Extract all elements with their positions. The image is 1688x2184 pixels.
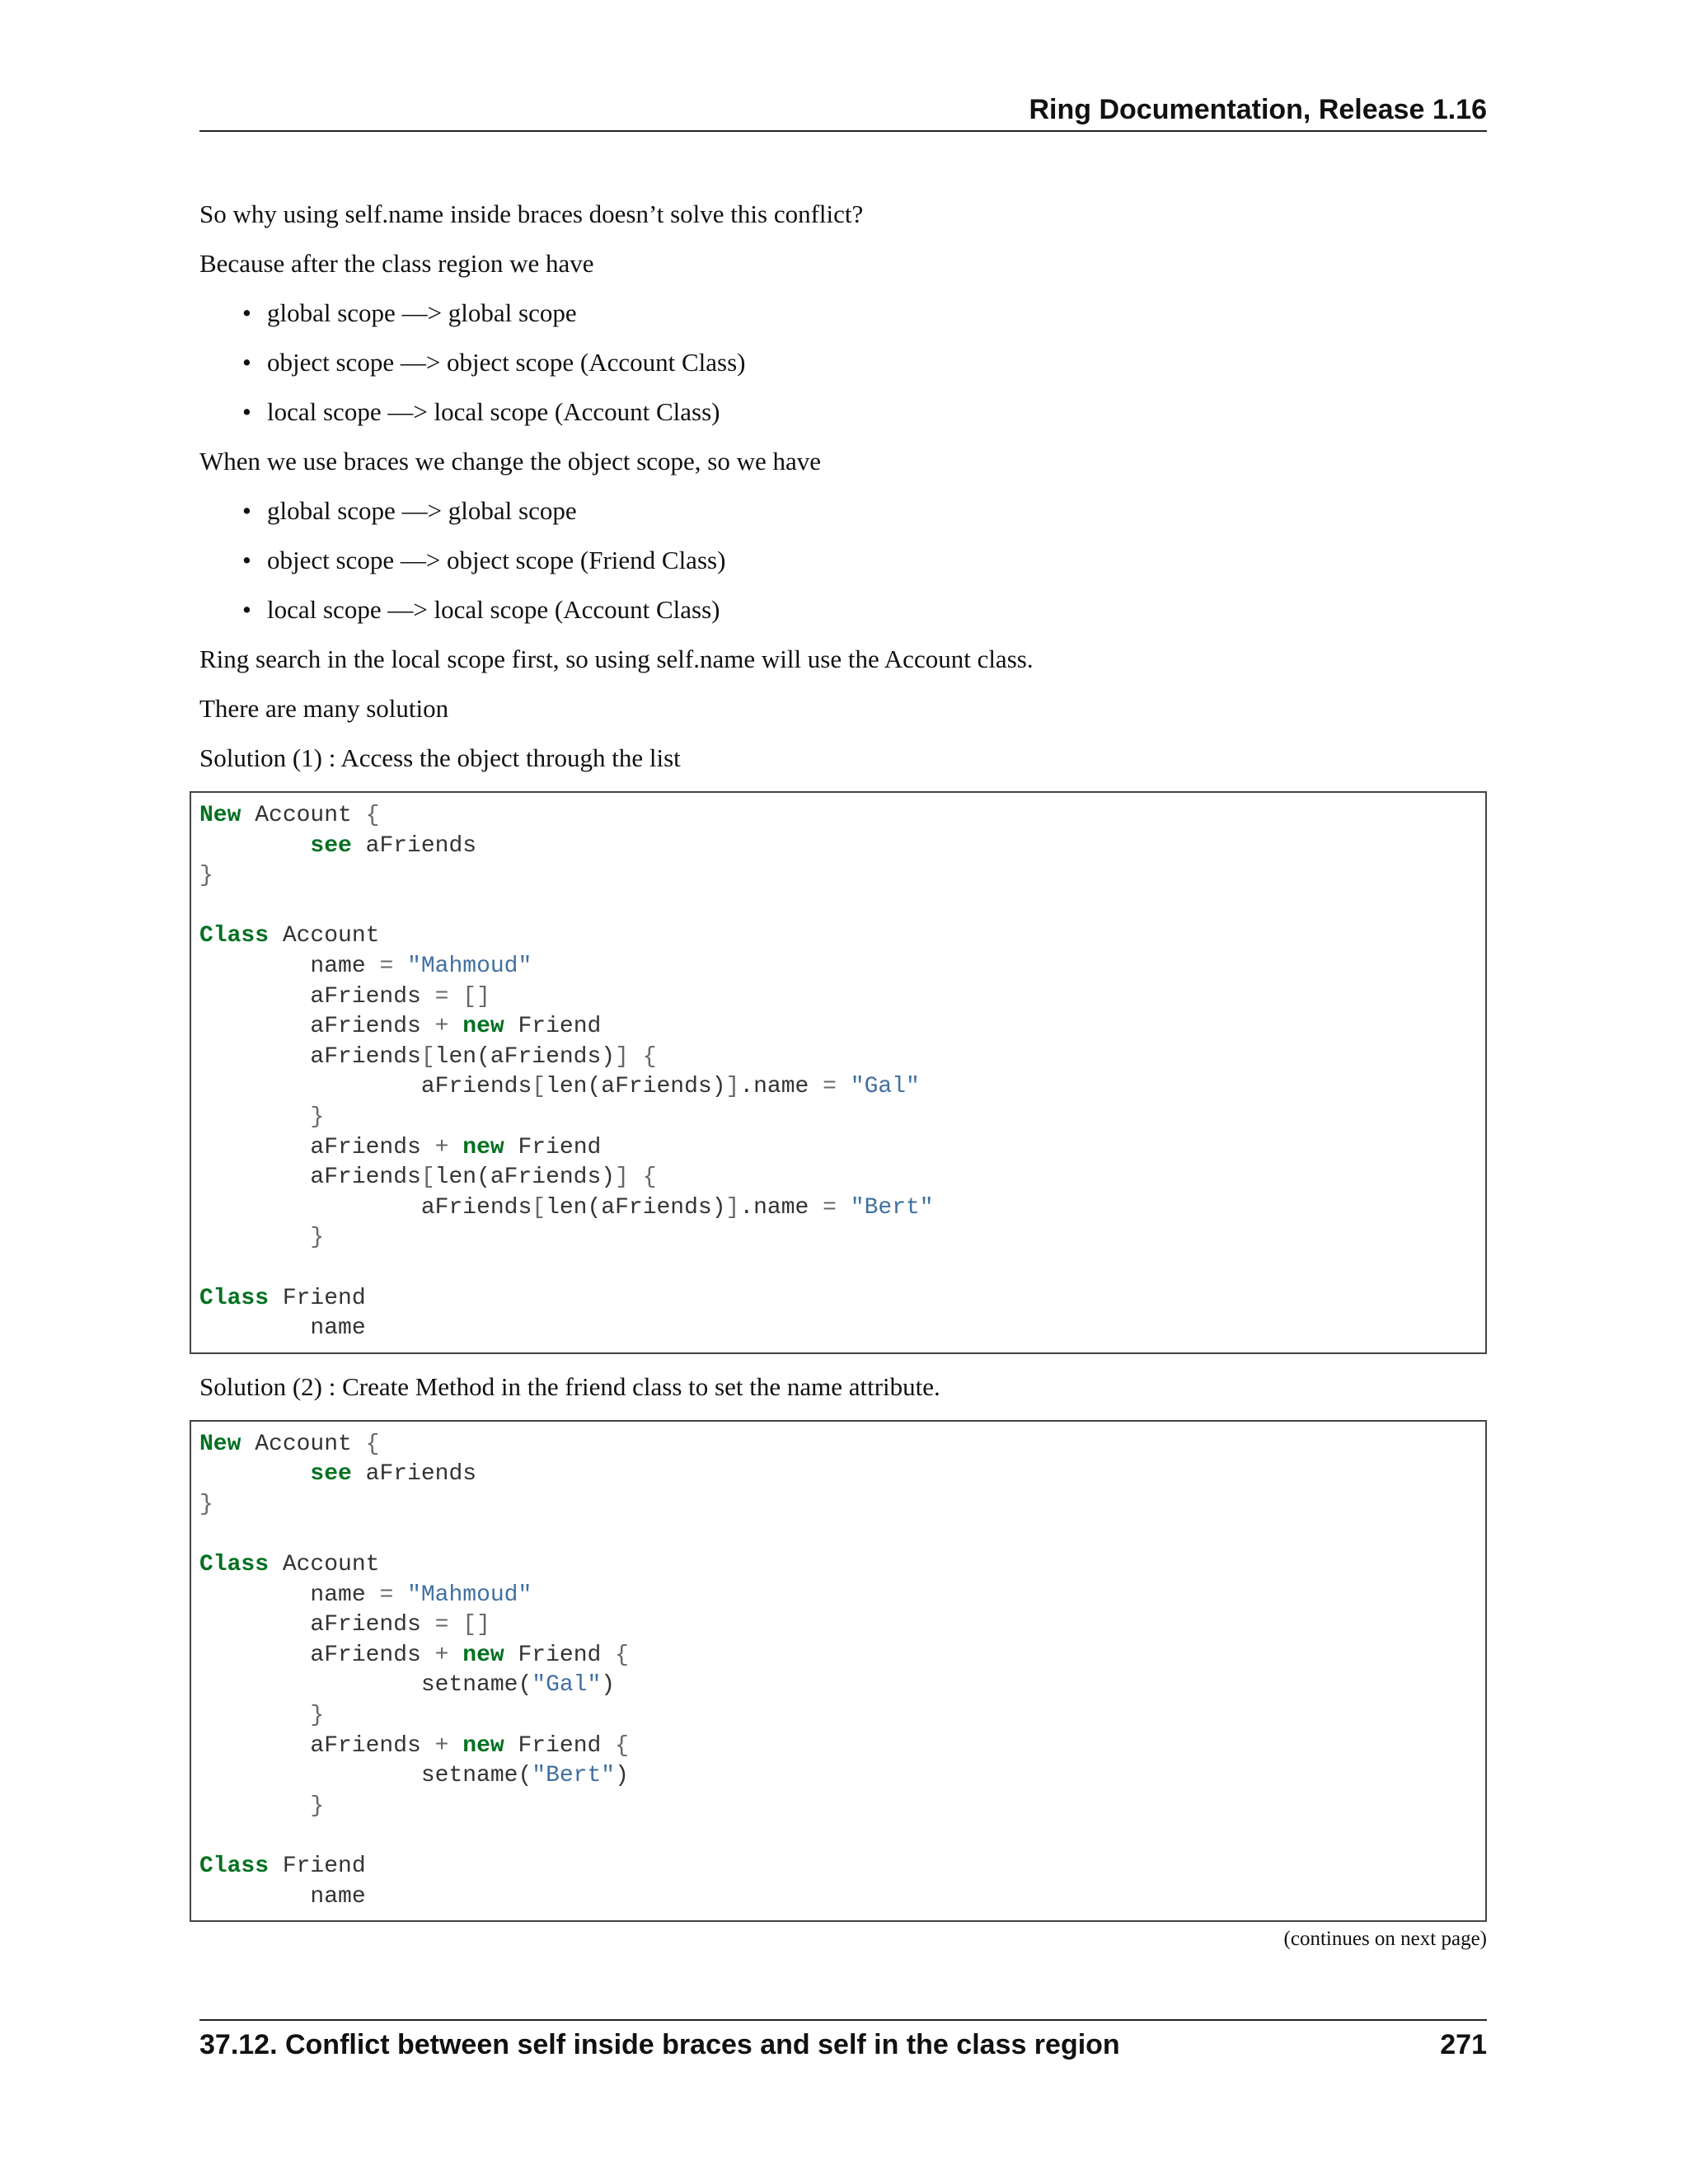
paragraph-question: So why using self.name inside braces doesn’t solve this conflict? bbox=[199, 199, 864, 228]
code-line bbox=[199, 1254, 1477, 1284]
code-line bbox=[199, 1550, 1477, 1581]
page-number: 271 bbox=[1440, 2029, 1487, 2060]
code-token: ) bbox=[601, 1672, 616, 1699]
code-token: new bbox=[462, 1642, 504, 1668]
code-token: name bbox=[199, 953, 380, 979]
code-line bbox=[199, 1520, 1477, 1550]
code-token: "Gal" bbox=[532, 1672, 602, 1699]
code-token: [ bbox=[532, 1194, 546, 1221]
code-token: Friend bbox=[504, 1014, 602, 1040]
scope-list-braces bbox=[199, 494, 1487, 626]
code-token: len(aFriends) bbox=[434, 1165, 616, 1191]
code-token: Class bbox=[199, 923, 270, 949]
code-token: new bbox=[462, 1134, 504, 1160]
code-token: [ bbox=[420, 1043, 435, 1070]
list-item: • local scope —> local scope (Account Class) bbox=[242, 396, 1487, 429]
code-line bbox=[199, 892, 1477, 922]
continues-note: (continues on next page) bbox=[1283, 1928, 1487, 1951]
code-token bbox=[448, 1733, 462, 1759]
code-line bbox=[199, 1223, 1477, 1254]
code-token bbox=[393, 1582, 407, 1608]
code-token: Class bbox=[199, 1285, 270, 1311]
main-content bbox=[199, 198, 1487, 1952]
code-token bbox=[448, 1014, 462, 1039]
code-token: aFriends bbox=[199, 1014, 435, 1040]
code-token bbox=[448, 1643, 462, 1668]
solution-2-label: Solution (2) : Create Method in the friend class to set the name attribute. bbox=[199, 1371, 940, 1401]
code-token: { bbox=[615, 1642, 629, 1668]
code-line bbox=[199, 1043, 1477, 1073]
code-token: Friend bbox=[269, 1285, 366, 1311]
code-token: Account bbox=[241, 1431, 366, 1457]
code-token: = bbox=[823, 1194, 837, 1221]
code-token bbox=[629, 1044, 643, 1070]
code-token: Account bbox=[269, 1552, 380, 1578]
scope-list-class-region bbox=[199, 297, 1487, 429]
code-token: "Bert" bbox=[532, 1763, 616, 1789]
code-token: aFriends bbox=[199, 1612, 435, 1638]
code-token: name bbox=[199, 1315, 366, 1342]
solution-1-label: Solution (1) : Access the object through the list bbox=[199, 743, 681, 772]
code-token: + bbox=[434, 1014, 449, 1040]
code-token: aFriends bbox=[199, 983, 435, 1010]
code-token: new bbox=[462, 1014, 504, 1040]
code-token: aFriends bbox=[199, 1642, 435, 1668]
code-token: name bbox=[199, 1582, 380, 1608]
code-token bbox=[393, 954, 407, 979]
code-token: New bbox=[199, 803, 241, 828]
code-token: Account bbox=[241, 803, 366, 828]
code-line bbox=[199, 1103, 1477, 1133]
running-header: Ring Documentation, Release 1.16 bbox=[1029, 94, 1487, 125]
code-token: = bbox=[434, 1612, 449, 1638]
code-token: = bbox=[379, 1582, 394, 1608]
code-token: + bbox=[434, 1134, 449, 1160]
code-line bbox=[199, 1732, 1477, 1762]
code-token: len(aFriends) bbox=[546, 1074, 726, 1100]
code-token: } bbox=[310, 1104, 325, 1130]
code-line bbox=[199, 1430, 1477, 1460]
code-line bbox=[199, 1671, 1477, 1701]
list-item: • global scope —> global scope bbox=[242, 297, 1487, 330]
code-line bbox=[199, 801, 1477, 832]
paragraph-braces: When we use braces we change the object scope, so we have bbox=[199, 447, 822, 476]
code-line bbox=[199, 1610, 1477, 1641]
code-token: [] bbox=[462, 983, 490, 1010]
code-token: ] bbox=[725, 1194, 740, 1221]
code-token: aFriends bbox=[199, 1732, 435, 1759]
code-token: } bbox=[310, 1703, 325, 1729]
code-token: Account bbox=[269, 923, 380, 949]
code-line bbox=[199, 1314, 1477, 1344]
code-token: + bbox=[434, 1642, 449, 1668]
code-token bbox=[448, 1135, 462, 1160]
code-token: aFriends bbox=[199, 1074, 532, 1100]
code-token: see bbox=[310, 1461, 352, 1488]
code-token bbox=[837, 1195, 851, 1221]
code-token: aFriends bbox=[351, 832, 477, 859]
code-token: len(aFriends) bbox=[434, 1043, 616, 1070]
code-line bbox=[199, 1012, 1477, 1043]
code-token: aFriends bbox=[199, 1043, 421, 1070]
code-token: ] bbox=[615, 1043, 629, 1070]
code-token: = bbox=[434, 983, 449, 1010]
paragraph-many-solutions: There are many solution bbox=[199, 694, 449, 723]
code-token: } bbox=[310, 1225, 325, 1251]
code-line bbox=[199, 832, 1477, 862]
code-line bbox=[199, 1852, 1477, 1882]
code-token bbox=[448, 984, 462, 1010]
code-token: = bbox=[823, 1074, 837, 1100]
code-block-solution-1[interactable] bbox=[190, 791, 1487, 1354]
code-token: Class bbox=[199, 1854, 270, 1879]
code-token: } bbox=[199, 863, 213, 889]
code-line bbox=[199, 1792, 1477, 1822]
code-token bbox=[448, 1612, 462, 1638]
code-line bbox=[199, 1284, 1477, 1315]
code-token bbox=[199, 1461, 310, 1487]
code-token: ] bbox=[725, 1074, 740, 1100]
code-line bbox=[199, 921, 1477, 952]
document-page bbox=[199, 0, 1487, 2184]
code-token: } bbox=[310, 1793, 325, 1819]
code-token: "Gal" bbox=[850, 1074, 920, 1100]
code-token bbox=[629, 1165, 643, 1190]
code-line bbox=[199, 982, 1477, 1013]
code-token: "Mahmoud" bbox=[407, 1582, 532, 1608]
code-token: Friend bbox=[504, 1134, 602, 1160]
footer-divider bbox=[199, 2019, 1487, 2021]
code-line bbox=[199, 861, 1477, 892]
code-token bbox=[199, 1104, 310, 1130]
code-line bbox=[199, 1761, 1477, 1792]
code-token: [ bbox=[532, 1074, 546, 1100]
code-token bbox=[199, 833, 310, 859]
paragraph-after-class-region: Because after the class region we have bbox=[199, 249, 594, 278]
code-token: Friend bbox=[504, 1642, 616, 1668]
code-token: { bbox=[642, 1043, 657, 1070]
code-token: Class bbox=[199, 1552, 270, 1578]
code-token: new bbox=[462, 1732, 504, 1759]
code-token: { bbox=[642, 1165, 657, 1191]
code-token: see bbox=[310, 832, 352, 859]
code-token: = bbox=[379, 953, 394, 979]
code-token bbox=[837, 1074, 851, 1099]
code-token: aFriends bbox=[199, 1134, 435, 1160]
code-line bbox=[199, 1460, 1477, 1490]
page-footer bbox=[199, 2027, 1487, 2062]
code-token: { bbox=[365, 1431, 380, 1457]
code-token: aFriends bbox=[351, 1461, 477, 1488]
code-line bbox=[199, 1641, 1477, 1671]
code-line bbox=[199, 1882, 1477, 1913]
code-token: { bbox=[615, 1732, 629, 1759]
code-block-solution-2[interactable] bbox=[190, 1420, 1487, 1923]
list-item: • object scope —> object scope (Friend Class) bbox=[242, 544, 1487, 577]
code-line bbox=[199, 952, 1477, 982]
header-divider bbox=[199, 130, 1487, 132]
code-line bbox=[199, 1701, 1477, 1732]
code-token: + bbox=[434, 1732, 449, 1759]
code-token: aFriends bbox=[199, 1194, 532, 1221]
code-token: ] bbox=[615, 1165, 629, 1191]
list-item: • local scope —> local scope (Account Class) bbox=[242, 593, 1487, 626]
code-token bbox=[199, 1703, 310, 1728]
code-token: .name bbox=[739, 1074, 823, 1100]
paragraph-search-order: Ring search in the local scope first, so using self.name will use the Account class. bbox=[199, 644, 1034, 673]
code-token bbox=[199, 1225, 310, 1250]
code-token: "Mahmoud" bbox=[407, 953, 532, 979]
code-token: New bbox=[199, 1431, 241, 1457]
code-token: .name bbox=[739, 1194, 823, 1221]
code-token: [] bbox=[462, 1612, 490, 1638]
code-line bbox=[199, 1133, 1477, 1164]
code-token: name bbox=[199, 1883, 366, 1910]
code-line bbox=[199, 1490, 1477, 1521]
code-token: setname( bbox=[199, 1672, 532, 1699]
footer-section-title: 37.12. Conflict between self inside braces and self in the class region bbox=[199, 2029, 1120, 2060]
code-token: } bbox=[199, 1491, 213, 1517]
code-token: Friend bbox=[504, 1732, 616, 1759]
code-token: "Bert" bbox=[850, 1194, 934, 1221]
code-token bbox=[199, 1793, 310, 1819]
code-token: { bbox=[365, 803, 380, 828]
code-token: aFriends bbox=[199, 1165, 421, 1191]
code-token: [ bbox=[420, 1165, 435, 1191]
code-token: len(aFriends) bbox=[546, 1194, 726, 1221]
code-line bbox=[199, 1193, 1477, 1224]
code-token: setname( bbox=[199, 1763, 532, 1789]
list-item: • global scope —> global scope bbox=[242, 494, 1487, 527]
code-token: ) bbox=[615, 1763, 629, 1789]
code-line bbox=[199, 1821, 1477, 1852]
list-item: • object scope —> object scope (Account Class) bbox=[242, 346, 1487, 379]
code-line bbox=[199, 1072, 1477, 1103]
code-line bbox=[199, 1581, 1477, 1611]
code-line bbox=[199, 1163, 1477, 1193]
code-token: Friend bbox=[269, 1854, 366, 1879]
